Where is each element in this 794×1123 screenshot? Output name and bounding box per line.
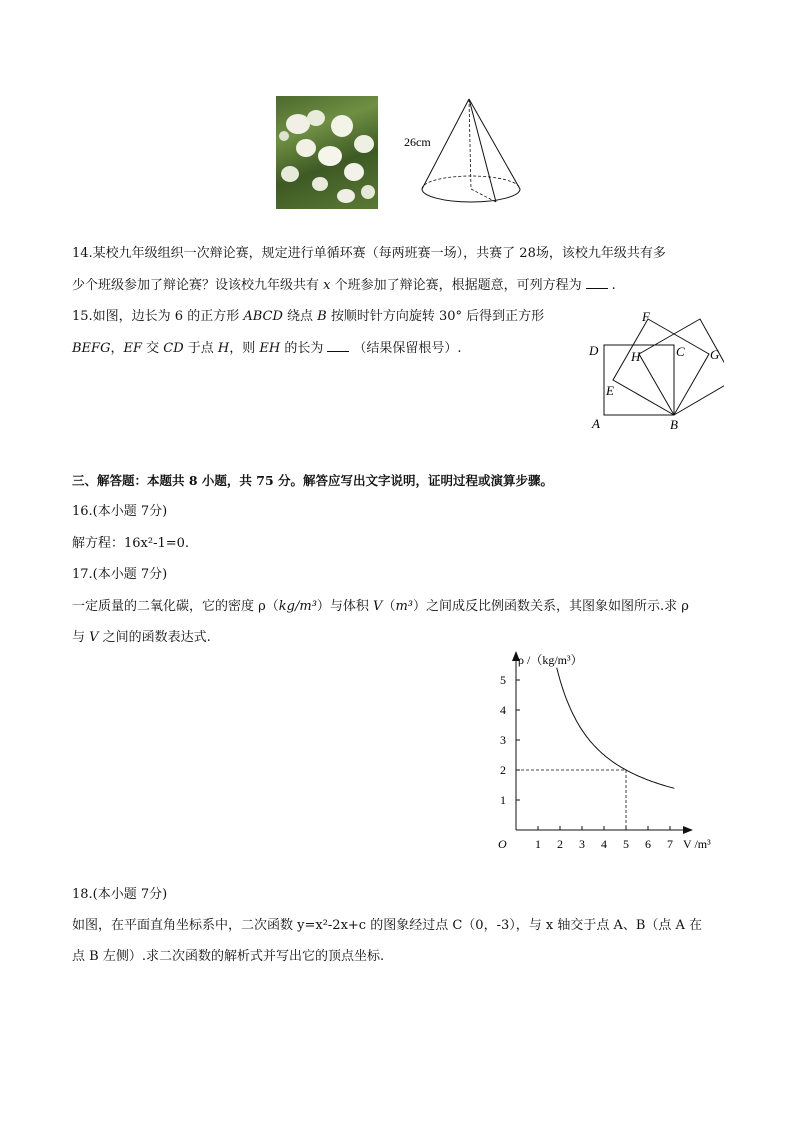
- x-tick-label: 5: [623, 837, 629, 851]
- square-befg: [613, 319, 709, 415]
- q18-line1: 如图，在平面直角坐标系中，二次函数 y=x²-2x+c 的图象经过点 C（0，-3），与 x 轴交于点 A、B（点 A 在: [72, 918, 703, 933]
- q16-header: 16.(本小题 7分): [72, 504, 168, 519]
- flower-photo: [276, 96, 378, 209]
- origin-label: O: [498, 837, 507, 851]
- label-G: G: [710, 347, 720, 362]
- q15-answer-blank: [327, 339, 349, 352]
- x-tick-label: 1: [535, 837, 541, 851]
- label-A: A: [592, 416, 600, 431]
- label-F: F: [642, 309, 650, 324]
- q15-line1: 15.如图，边长为 6 的正方形 ABCD 绕点 B 按顺时针方向旋转 30° 后得到正方形: [72, 309, 545, 324]
- q14-answer-blank: [586, 276, 608, 289]
- cone-height-label: 26cm: [404, 135, 431, 149]
- x-tick-label: 4: [601, 837, 607, 851]
- cone-figure: [398, 96, 528, 211]
- q17-line2: 与 V 之间的函数表达式.: [72, 630, 211, 645]
- x-tick-label: 2: [557, 837, 563, 851]
- label-H: H: [631, 349, 641, 364]
- y-axis-label: ρ /（kg/m³）: [518, 653, 583, 667]
- x-tick-label: 6: [645, 837, 651, 851]
- q16-body: 解方程：16x²-1=0.: [72, 536, 190, 551]
- q14-line2: 少个班级参加了辩论赛？设该校九年级共有 x 个班参加了辩论赛，根据题意，可列方程为 .: [72, 278, 616, 293]
- x-tick-label: 7: [667, 837, 673, 851]
- q18-header: 18.(本小题 7分): [72, 887, 168, 902]
- label-D: D: [589, 343, 599, 358]
- density-volume-chart: [490, 648, 730, 858]
- y-tick-label: 5: [500, 673, 506, 687]
- q17-header: 17.(本小题 7分): [72, 567, 168, 582]
- x-tick-label: 3: [579, 837, 585, 851]
- square-rotation-figure: [584, 306, 724, 436]
- q17-line1: 一定质量的二氧化碳，它的密度 ρ（kg/m³）与体积 V（m³）之间成反比例函数关系，其图象如图所示.求 ρ: [72, 599, 689, 614]
- label-E: E: [606, 383, 614, 398]
- q14-line1: 14.某校九年级组织一次辩论赛，规定进行单循环赛（每两班赛一场），共赛了 28场，该校九年级共有多: [72, 246, 666, 261]
- y-tick-label: 4: [500, 703, 506, 717]
- q15-line2: BEFG，EF 交 CD 于点 H，则 EH 的长为 （结果保留根号）.: [72, 341, 462, 356]
- y-tick-label: 1: [500, 793, 506, 807]
- flower-blossoms: [276, 96, 378, 209]
- x-axis-label: V /m³: [683, 837, 711, 851]
- q18-line2: 点 B 左侧）.求二次函数的解析式并写出它的顶点坐标.: [72, 949, 385, 964]
- label-C: C: [676, 344, 685, 359]
- x-axis-arrow: [683, 826, 693, 834]
- y-tick-label: 2: [500, 763, 506, 777]
- section3-title: 三、解答题：本题共 8 小题，共 75 分。解答应写出文字说明，证明过程或演算步骤。: [72, 473, 554, 488]
- label-B: B: [670, 417, 678, 432]
- inverse-curve: [557, 668, 675, 789]
- y-tick-label: 3: [500, 733, 506, 747]
